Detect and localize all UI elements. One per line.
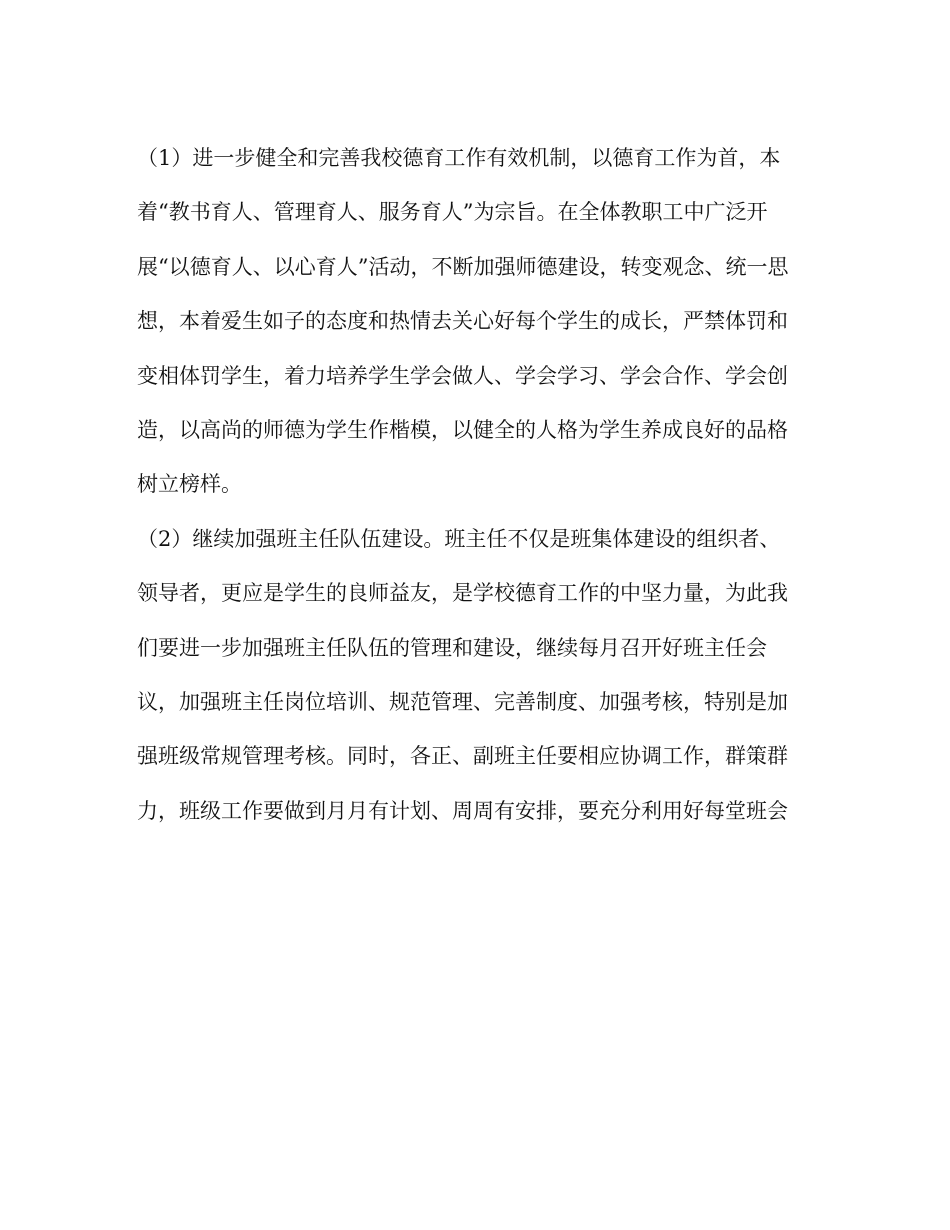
text-line: 树立榜样。 (137, 472, 242, 497)
text-line: 变相体罚学生，着力培养学生学会做人、学会学习、学会合作、学会创 (137, 363, 788, 388)
text-line: 议，加强班主任岗位培训、规范管理、完善制度、加强考核，特别是加 (137, 689, 788, 714)
text-line: （2）继续加强班主任队伍建设。班主任不仅是班集体建设的组织者、 (137, 526, 781, 551)
text-line: 强班级常规管理考核。同时，各正、副班主任要相应协调工作，群策群 (137, 744, 788, 769)
body-text (137, 135, 827, 842)
text-line: （1）进一步健全和完善我校德育工作有效机制，以德育工作为首，本 (137, 146, 781, 170)
text-line: 造，以高尚的师德为学生作楷模，以健全的人格为学生养成良好的品格 (137, 417, 788, 442)
text-line: 力，班级工作要做到月月有计划、周周有安排，要充分利用好每堂班会 (137, 798, 788, 823)
text-line: 领导者，更应是学生的良师益友，是学校德育工作的中坚力量，为此我 (137, 581, 788, 606)
text-line: 着“教书育人、管理育人、服务育人”为宗旨。在全体教职工中广泛开 (137, 200, 768, 225)
text-line: 展“以德育人、以心育人”活动，不断加强师德建设，转变观念、统一思 (137, 254, 789, 279)
text-line: 们要进一步加强班主任队伍的管理和建设，继续每月召开好班主任会 (137, 635, 767, 660)
text-line: 想，本着爱生如子的态度和热情去关心好每个学生的成长，严禁体罚和 (137, 309, 788, 334)
